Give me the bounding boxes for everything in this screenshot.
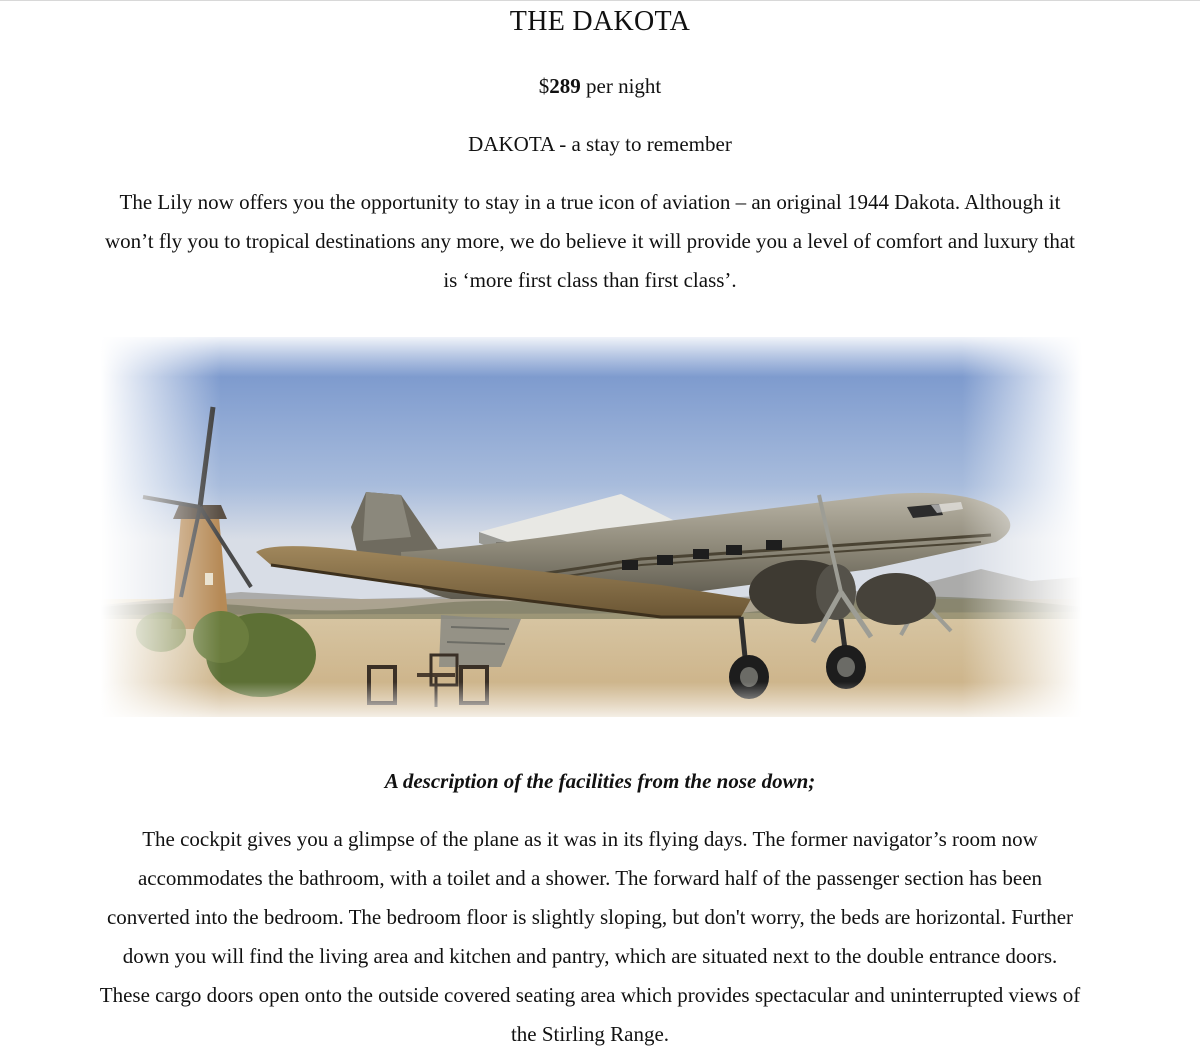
tagline: DAKOTA - a stay to remember — [468, 132, 732, 156]
price-amount: 289 — [549, 74, 581, 98]
facilities-description: The cockpit gives you a glimpse of the plane as it was in its flying days. The former navigator’s room now accommodates the bathroom, with a toilet and a shower. The forward half of the passenger section has been converted into the bedroom. The bedroom floor is slightly sloping, but don't worry, the beds are horizontal. Further down you will find the living area and kitchen and pantry, which are situated next to the double entrance doors. These cargo doors open onto the outside covered seating area which provides spectacular and uninterrupted views of the Stirling Range. — [99, 827, 1081, 1046]
page-title: THE DAKOTA — [509, 6, 691, 37]
price-unit: per night — [580, 74, 662, 98]
price-currency: $ — [538, 74, 550, 98]
price-line — [0, 73, 1200, 99]
intro-paragraph: The Lily now offers you the opportunity to stay in a true icon of aviation – an original 1944 Dakota. Although it won’t fly you to tropical destinations any more, we do believe it will provide you a level of comfort and luxury that is ‘more first class than first class’. — [104, 190, 1076, 292]
hero-image — [101, 337, 1082, 717]
dakota-plane-photo-icon — [101, 337, 1082, 717]
facilities-heading: A description of the facilities from the nose down; — [384, 769, 816, 793]
